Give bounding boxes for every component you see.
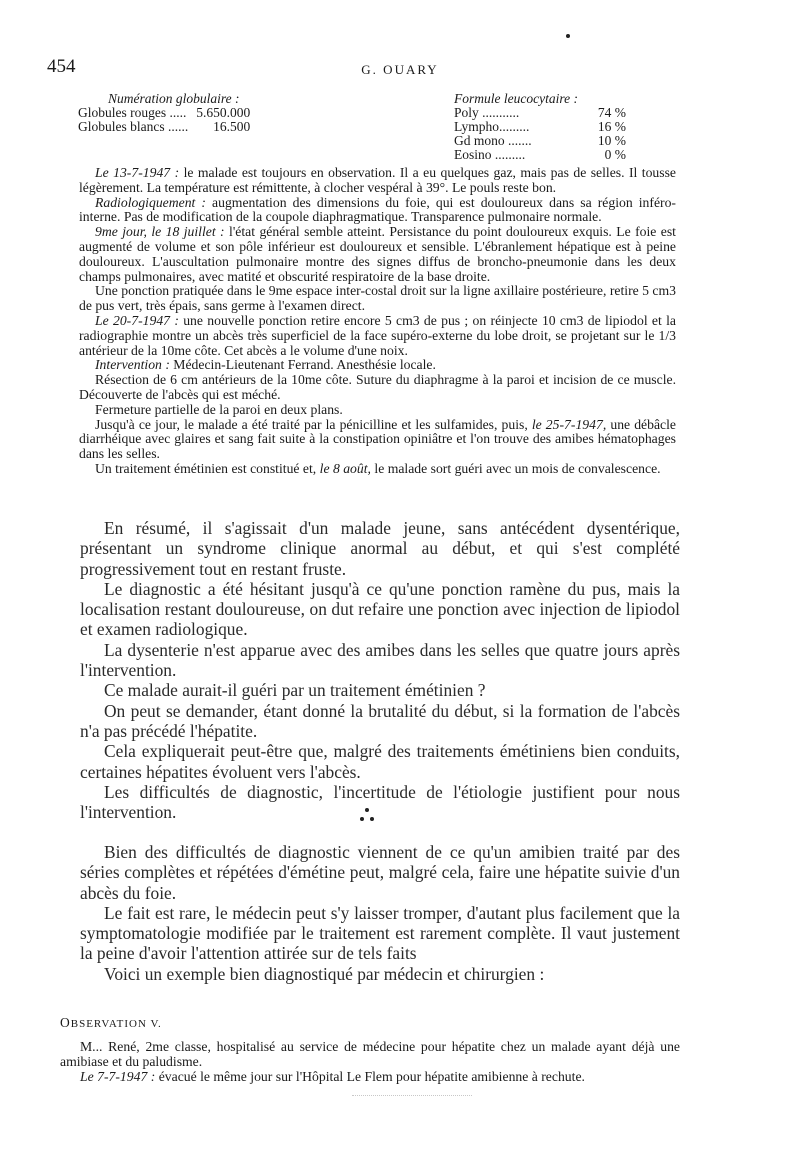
paragraph-text: l'état général semble atteint. Persistance du point douloureux exquis. Le foie est augmenté de volume et son pôle inférieur est douloureux et sensible. L'ébranlement hépatique est à peine douloureux. L'auscultation pulmonaire montre des signes diffus de broncho-pneumonie dans les deux champs pulmonaires, avec matité et obscurité respiratoire de la base droite. bbox=[79, 224, 676, 284]
paragraph-text: augmentation des dimensions du foie, qui est douloureux dans sa région inféro-interne. Pas de modification de la coupole diaphragmatique. Transparence pulmonaire normale. bbox=[79, 194, 676, 225]
paragraph: La dysenterie n'est apparue avec des amibes dans les selles que quatre jours après l'intervention. bbox=[80, 639, 680, 681]
date-label: Le 7-7-1947 : bbox=[80, 1069, 156, 1084]
paragraph: Le fait est rare, le médecin peut s'y laisser tromper, d'autant plus facilement que la symptomatologie modifiée par le traitement est rarement complète. Il vaut justement la peine d'avoir l'attention attirée sur de tels faits bbox=[80, 902, 680, 964]
paragraph: On peut se demander, étant donné la brutalité du début, si la formation de l'abcès n'a pas précédé l'hépatite. bbox=[80, 700, 680, 741]
paragraph bbox=[79, 462, 676, 477]
leukocyte-formula-block bbox=[454, 92, 626, 162]
heading-initial: O bbox=[60, 1015, 71, 1030]
paragraph-text: le malade sort guéri avec un mois de convalescence. bbox=[370, 460, 661, 476]
paragraph: Le diagnostic a été hésitant jusqu'à ce qu'une ponction ramène du pus, mais la localisation restant douloureuse, on dut refaire une ponction avec injection de lipiodol et examen radiologique. bbox=[80, 578, 680, 640]
row-value: 74 % bbox=[597, 105, 626, 120]
table-row bbox=[454, 134, 626, 148]
paragraph-text: Résection de 6 cm antérieurs de la 10me côte. Suture du diaphragme à la paroi et incision de ce muscle. Découverte de l'abcès qui est méché. bbox=[79, 372, 676, 402]
ink-speck bbox=[566, 34, 570, 38]
paragraph-text: le malade est toujours en observation. Il a eu quelques gaz, mais pas de selles. Il tousse légèrement. La température est rémittente, à clocher vespéral à 39°. Le pouls reste bon. bbox=[79, 165, 676, 195]
paragraph bbox=[79, 196, 676, 226]
lead-label: Intervention : bbox=[95, 357, 170, 373]
paragraph-text: évacué le même jour sur l'Hôpital Le Flem pour hépatite amibienne à rechute. bbox=[155, 1069, 585, 1084]
row-label: Globules blancs ...... bbox=[78, 119, 189, 134]
table-row bbox=[454, 120, 626, 134]
paragraph bbox=[79, 358, 676, 373]
page-number: 454 bbox=[47, 56, 76, 77]
paragraph-text: Jusqu'à ce jour, le malade a été traité par la pénicilline et les sulfamides, puis, bbox=[95, 416, 532, 432]
date-label: Le 20-7-1947 : bbox=[95, 312, 179, 328]
paragraph bbox=[79, 166, 676, 196]
paragraph: En résumé, il s'agissait d'un malade jeune, sans antécédent dysentérique, présentant un syndrome clinique anormal au début, et qui s'est complété progressivement tout en restant fruste. bbox=[80, 518, 680, 579]
blood-count-title: Numération globulaire : bbox=[108, 91, 240, 106]
discussion-text bbox=[80, 842, 680, 984]
row-value: 10 % bbox=[597, 133, 626, 148]
row-value: 0 % bbox=[604, 147, 626, 162]
paragraph bbox=[79, 373, 676, 403]
paragraph bbox=[79, 225, 676, 284]
leukocyte-formula-title: Formule leucocytaire : bbox=[454, 91, 578, 106]
row-label: Gd mono ....... bbox=[454, 133, 532, 148]
paragraph: Les difficultés de diagnostic, l'incertitude de l'étiologie justifient pour nous l'intervention. bbox=[80, 781, 680, 823]
row-label: Lympho......... bbox=[454, 119, 530, 134]
paragraph bbox=[60, 1069, 680, 1084]
case-notes-small-text bbox=[79, 166, 676, 477]
table-row bbox=[454, 148, 626, 162]
date-label: le 25-7-1947, bbox=[531, 416, 607, 432]
paragraph bbox=[79, 284, 676, 314]
running-title: G. OUARY bbox=[361, 62, 439, 77]
table-row bbox=[78, 106, 250, 120]
paragraph: M... René, 2me classe, hospitalisé au service de médecine pour hépatite chez un malade ayant déjà une amibiase et du paludisme. bbox=[60, 1039, 680, 1069]
observation-heading bbox=[60, 1015, 680, 1032]
row-label: Eosino ......... bbox=[454, 147, 526, 162]
row-label: Poly ........... bbox=[454, 105, 520, 120]
date-label: Le 13-7-1947 : bbox=[95, 165, 180, 180]
paragraph-text: Fermeture partielle de la paroi en deux plans. bbox=[95, 401, 343, 417]
date-label: le 8 août, bbox=[319, 460, 371, 476]
summary-text bbox=[80, 518, 680, 822]
paragraph: Ce malade aurait-il guéri par un traitement émétinien ? bbox=[104, 680, 486, 701]
paragraph bbox=[79, 314, 676, 358]
lead-label: 9me jour, le 18 juillet : bbox=[95, 224, 225, 240]
blood-count-block bbox=[78, 92, 318, 134]
paragraph-text: une débâcle diarrhéique avec glaires et sang fait suite à la constipation opiniâtre et l'on trouve des amibes hématophages dans les selles. bbox=[79, 416, 676, 462]
table-row bbox=[78, 120, 250, 134]
observation-section bbox=[60, 1015, 680, 1084]
row-value: 16.500 bbox=[213, 119, 251, 134]
paragraph: Bien des difficultés de diagnostic viennent de ce qu'un amibien traité par des séries complètes et répétées d'émétine peut, malgré cela, faire une hépatite suivie d'un abcès du foie. bbox=[80, 842, 680, 903]
blood-count-table bbox=[78, 106, 250, 134]
table-row bbox=[454, 106, 626, 120]
paragraph-text: une nouvelle ponction retire encore 5 cm3 de pus ; on réinjecte 10 cm3 de lipiodol et la radiographie montre un abcès très superficiel de la face supéro-externe du lobe droit, se projetant sur le 1/3 antérieur de la 10me côte. Cet abcès a le volume d'une noix. bbox=[79, 312, 676, 358]
paragraph bbox=[79, 418, 676, 462]
row-value: 16 % bbox=[597, 119, 626, 134]
paragraph bbox=[79, 403, 676, 418]
lead-label: Radiologiquement : bbox=[95, 194, 206, 210]
section-separator-asterism bbox=[352, 805, 382, 825]
faint-footer-mark bbox=[352, 1095, 472, 1100]
heading-rest: BSERVATION V. bbox=[70, 1018, 162, 1030]
leukocyte-formula-table bbox=[454, 106, 626, 162]
paragraph: Voici un exemple bien diagnostiqué par médecin et chirurgien : bbox=[104, 963, 545, 984]
paragraph-text: Un traitement émétinien est constitué et, bbox=[95, 460, 320, 476]
paragraph-text: Une ponction pratiquée dans le 9me espace inter-costal droit sur la ligne axillaire postérieure, retire 5 cm3 de pus vert, très épais, sans germe à l'examen direct. bbox=[79, 283, 676, 314]
row-label: Globules rouges ..... bbox=[78, 105, 187, 120]
row-value: 5.650.000 bbox=[196, 105, 251, 120]
paragraph: Cela expliquerait peut-être que, malgré des traitements émétiniens bien conduits, certaines hépatites évoluent vers l'abcès. bbox=[80, 741, 680, 782]
paragraph-text: Médecin-Lieutenant Ferrand. Anesthésie locale. bbox=[169, 357, 436, 373]
